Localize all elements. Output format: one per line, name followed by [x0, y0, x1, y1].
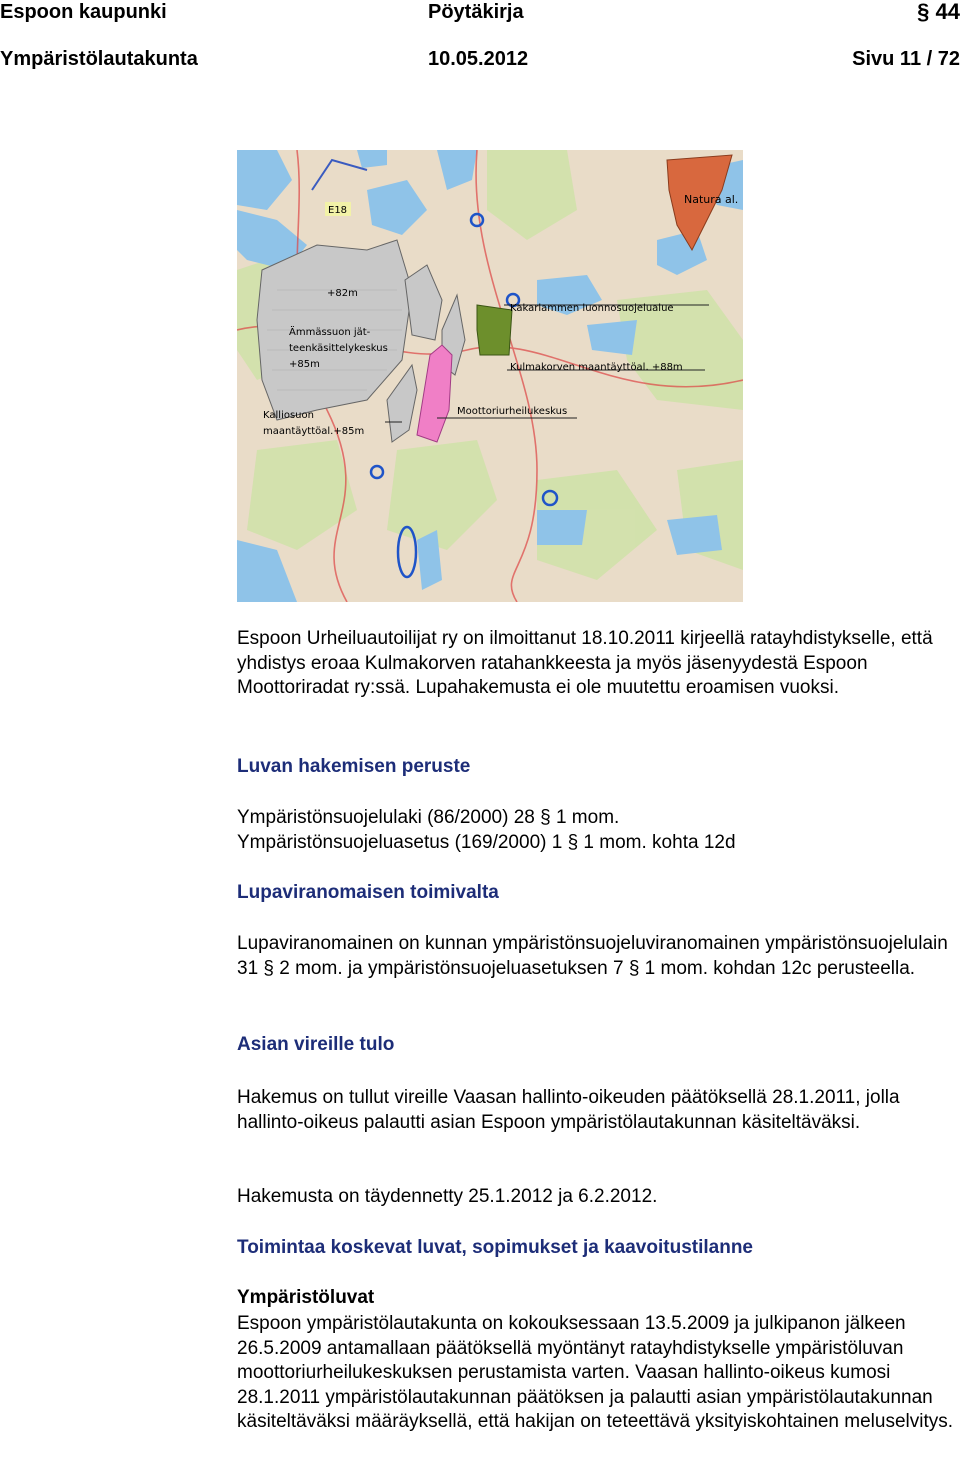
heading-vireille: Asian vireille tulo: [237, 1034, 395, 1055]
label-kalliosuo-1: Kalliosuon: [263, 410, 314, 421]
label-natura: Natura al.: [684, 193, 739, 206]
peruste-line-1: Ympäristönsuojelulaki (86/2000) 28 § 1 mom.: [237, 807, 620, 828]
label-82m: +82m: [327, 288, 358, 299]
intro-paragraph: [237, 627, 960, 701]
toimivalta-block: [237, 932, 960, 981]
meeting-date: 10.05.2012: [428, 48, 529, 70]
intro-text: Espoon Urheiluautoilijat ry on ilmoittanut 18.10.2011 kirjeellä ratayhdistykselle, että yhdistys eroaa Kulmakorven ratahankkeesta ja myös jäsenyydestä Espoon Moottoriradat ry:ssä. Lupahakemusta ei ole muutettu eroamisen vuoksi.: [237, 628, 933, 698]
label-ammassuo-2: teenkäsittelykeskus: [289, 343, 388, 354]
heading-ymparistoluvat: Ympäristöluvat: [237, 1287, 375, 1308]
section-number-value: 44: [935, 0, 960, 24]
city-name: Espoon kaupunki: [0, 1, 167, 23]
label-ammassuo-1: Ämmässuon jät-: [289, 327, 371, 338]
label-moottoriurheilukeskus: Moottoriurheilukeskus: [457, 406, 568, 417]
document-type: Pöytäkirja: [428, 1, 524, 23]
taydennys-block: [237, 1185, 960, 1210]
heading-toimivalta: Lupaviranomaisen toimivalta: [237, 882, 499, 903]
board-name: Ympäristölautakunta: [0, 48, 198, 70]
peruste-block: [237, 806, 960, 855]
vireille-block: [237, 1086, 960, 1135]
label-kakarlampi: Kakarlammen luonnosuojelualue: [510, 303, 674, 314]
taydennys-text: Hakemusta on täydennetty 25.1.2012 ja 6.2.2012.: [237, 1186, 658, 1207]
label-e18: E18: [328, 205, 348, 216]
toimivalta-text: Lupaviranomainen on kunnan ympäristönsuojeluviranomainen ympäristönsuojelulain 31 § 2 mom. ja ympäristönsuojeluasetuksen 7 § 1 mom. kohdan 12c perusteella.: [237, 933, 948, 979]
label-85m: +85m: [289, 359, 320, 370]
peruste-line-2: Ympäristönsuojeluasetus (169/2000) 1 § 1 mom. kohta 12d: [237, 831, 736, 853]
site-map: [237, 150, 743, 602]
ymparistoluvat-block: [237, 1312, 960, 1435]
page-number: Sivu 11 / 72: [852, 48, 960, 70]
nature-reserve-area: [477, 305, 512, 355]
heading-peruste: Luvan hakemisen peruste: [237, 756, 471, 777]
vireille-text: Hakemus on tullut vireille Vaasan hallinto-oikeuden päätöksellä 28.1.2011, jolla hallinto-oikeus palautti asian Espoon ympäristölautakunnan käsiteltäväksi.: [237, 1087, 900, 1133]
label-kalliosuo-2: maantäyttöal.+85m: [263, 426, 365, 437]
section-number: § 44: [917, 0, 960, 24]
heading-luvat: Toimintaa koskevat luvat, sopimukset ja kaavoitustilanne: [237, 1237, 753, 1258]
ymparistoluvat-text: Espoon ympäristölautakunta on kokouksessaan 13.5.2009 ja julkipanon jälkeen 26.5.2009 antamallaan päätöksellä myöntänyt ratayhdistykselle ympäristöluvan moottoriurheilukeskuksen perustamista varten. Vaasan hallinto-oikeus kumosi 28.1.2011 ympäristölautakunnan päätöksen ja palautti asian ympäristölautakunnan käsiteltäväksi määräyksellä, että hakijan on teteettävä yksityiskohtainen meluselvitys.: [237, 1313, 954, 1432]
label-kulmakorpi: Kulmakorven maantäyttöal. +88m: [510, 362, 683, 373]
